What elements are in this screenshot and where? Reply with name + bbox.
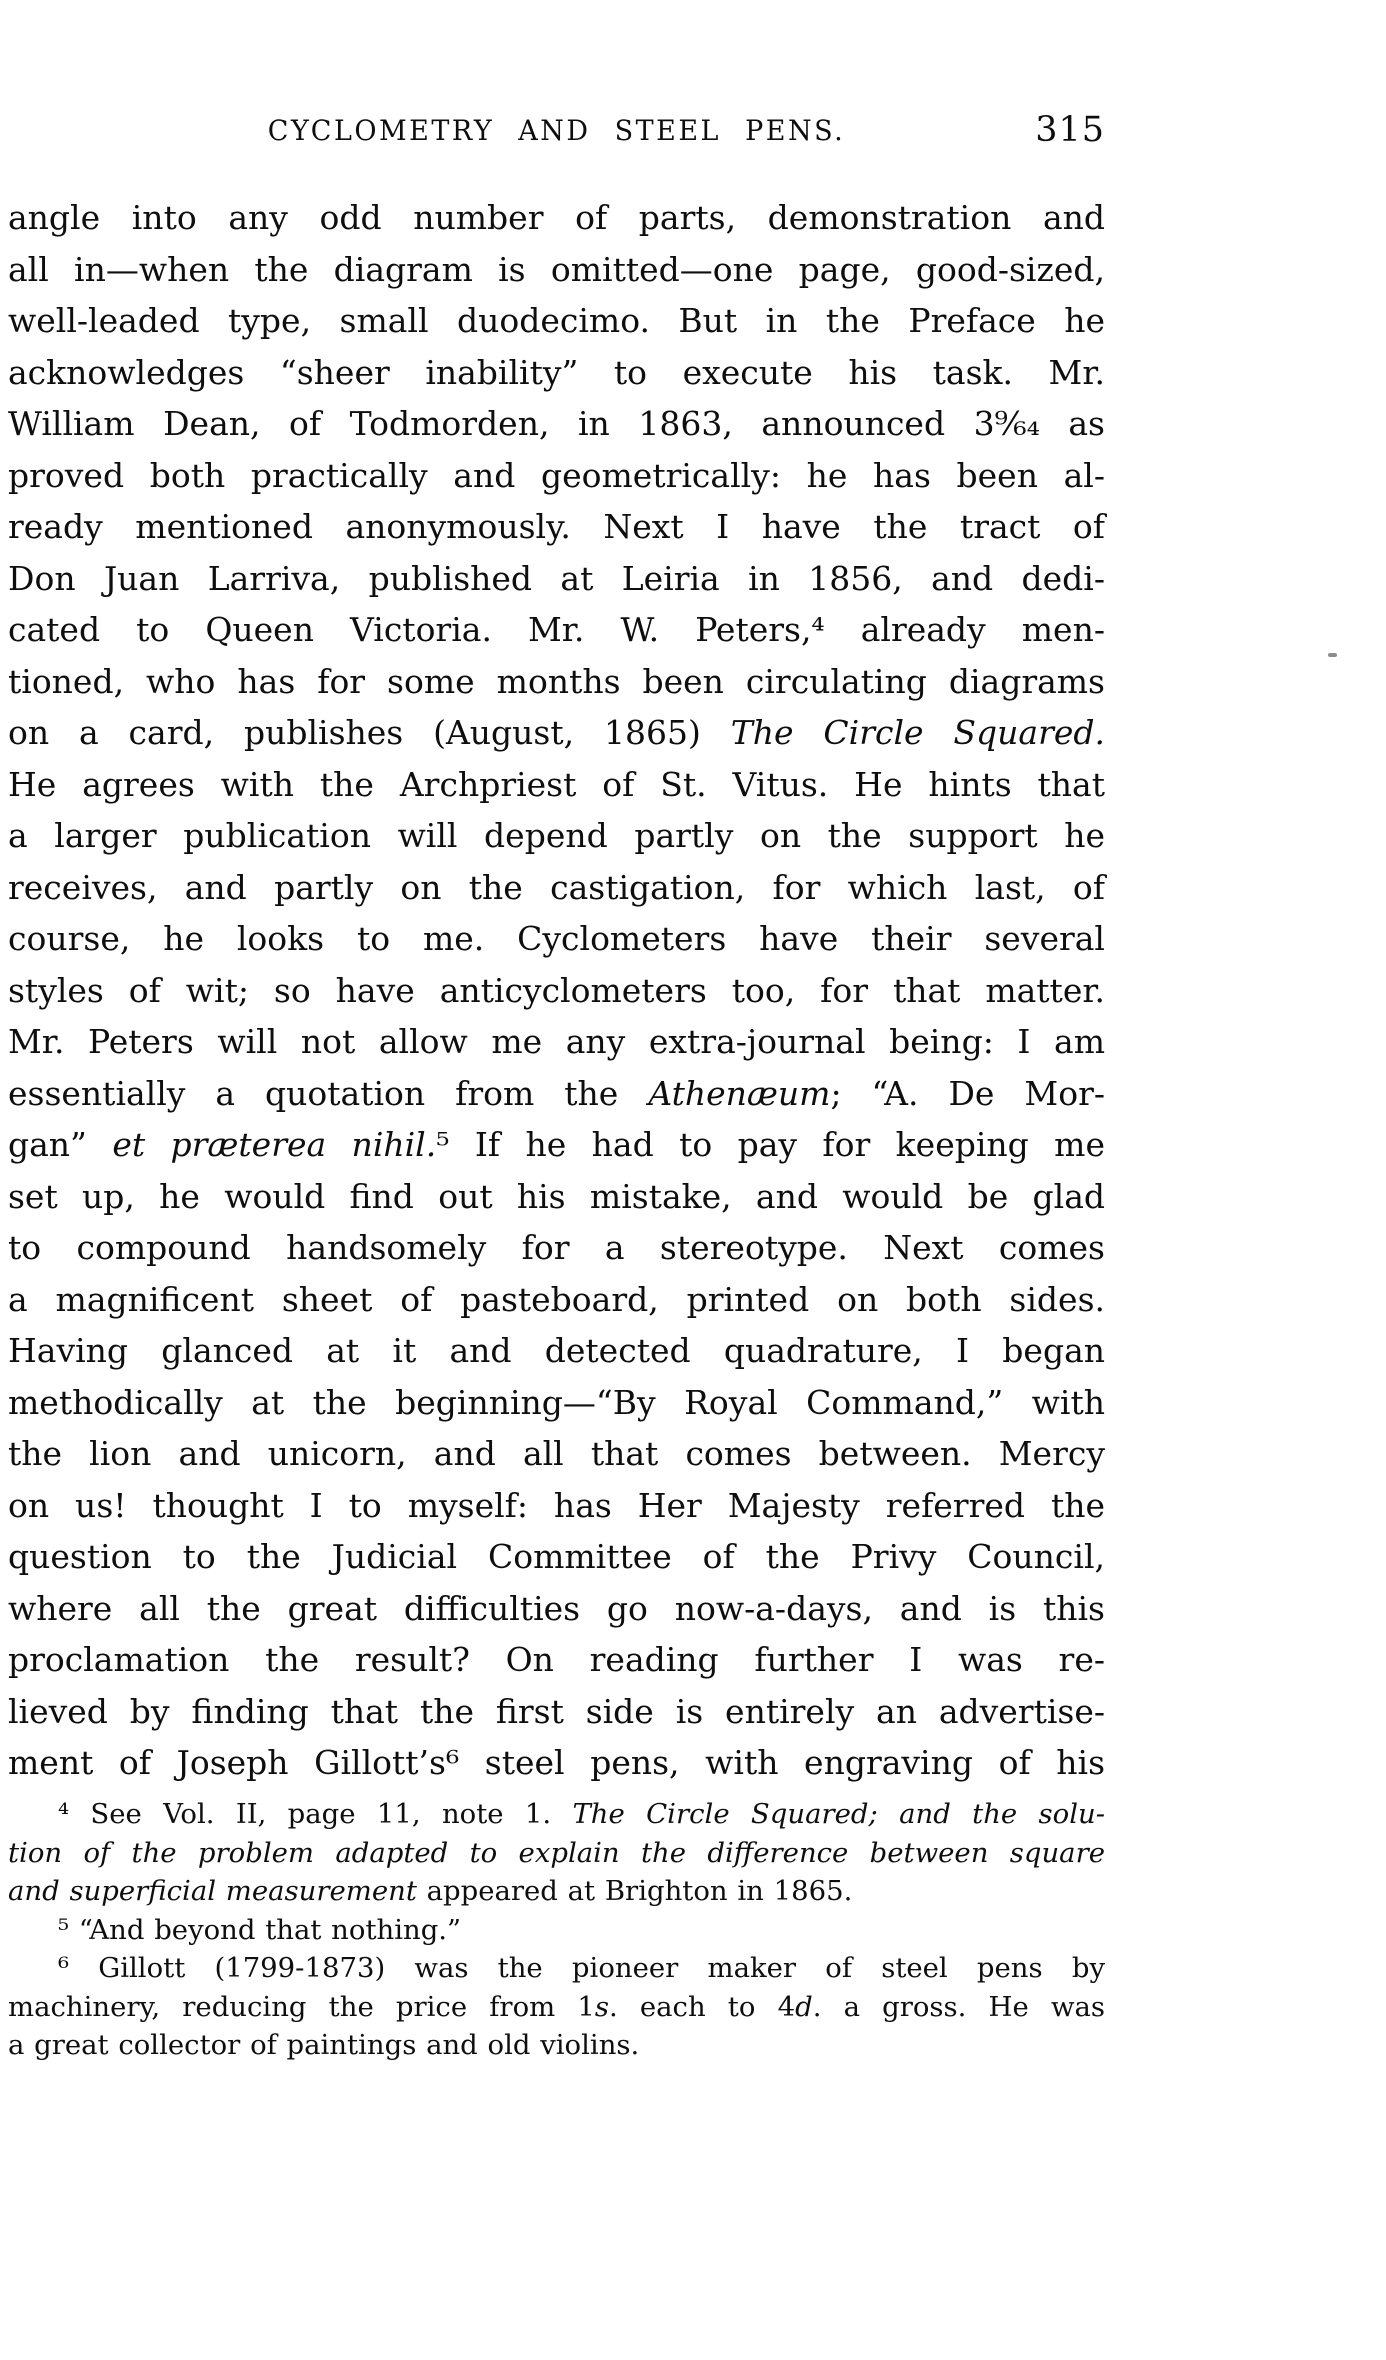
text-run: . each to 4 [608,1990,796,2023]
text-run: Athenæum [648,1073,831,1113]
body-line [8,192,1105,244]
body-line [8,398,1105,450]
body-line [8,553,1105,605]
text-run: ⁵ “And beyond that nothing.” [58,1913,462,1946]
body-line [8,862,1105,914]
body-line [8,1583,1105,1635]
body-line [8,1016,1105,1068]
body-line [8,707,1105,759]
text-run: a magnificent sheet of pasteboard, printed on both sides. [8,1279,1105,1319]
text-run: the lion and unicorn, and all that comes between. Mercy [8,1434,1105,1473]
text-run: essentially a quotation from the [8,1073,649,1113]
running-header: CYCLOMETRY AND STEEL PENS. [267,115,846,148]
footnote-line [8,1795,1105,1834]
text-run: . a gross. He was [812,1990,1106,2023]
text-run: ⁵ If he had to pay for keeping me [436,1125,1105,1164]
body-line [8,1274,1105,1326]
text-run: set up, he would find out his mistake, and would be glad [8,1176,1105,1216]
text-run: styles of wit; so have anticyclometers too, for that matter. [8,970,1105,1010]
body-line [8,1119,1105,1171]
text-run: ment of Joseph Gillott’s⁶ steel pens, with engraving of his [8,1743,1105,1782]
text-run: all in—when the diagram is omitted—one page, good-sized, [8,249,1105,289]
text-run: methodically at the beginning—“By Royal Command,” with [8,1382,1105,1422]
text-run: on a card, publishes (August, 1865) [8,713,731,752]
body-line [8,244,1105,296]
text-run: The Circle Squared. [730,713,1105,752]
body-line [8,295,1105,347]
body-line [8,913,1105,965]
footnote-line [8,2026,1105,2065]
text-run: angle into any odd number of parts, demonstration and [8,198,1105,237]
footnote-line [8,1834,1105,1873]
footnotes [8,1795,1105,2065]
body-line [8,501,1105,553]
text-run: ready mentioned anonymously. Next I have the tract of [8,507,1105,546]
body-line [8,1737,1105,1789]
body-line [8,656,1105,708]
text-run: course, he looks to me. Cyclometers have their several [8,919,1105,958]
text-run: a larger publication will depend partly on the support he [8,816,1105,855]
footnote-line [8,1872,1105,1911]
text-run: ⁴ See Vol. II, page 11, note 1. [58,1798,573,1830]
page-header [8,110,1105,162]
text-run: cated to Queen Victoria. Mr. W. Peters,⁴ already men- [8,610,1105,649]
text-run: The Circle Squared; and the solu- [572,1798,1105,1830]
text-run: Mr. Peters will not allow me any extra-journal being: I am [8,1022,1105,1061]
text-run: proved both practically and geometrically: he has been al- [8,455,1105,495]
text-run: well-leaded type, small duodecimo. But in the Preface he [8,301,1105,340]
text-run: question to the Judicial Committee of the Privy Council, [8,1537,1105,1576]
text-run: proclamation the result? On reading further I was re- [8,1640,1105,1679]
body-line [8,1634,1105,1686]
text-run: receives, and partly on the castigation, for which last, of [8,867,1105,907]
text-run: tion of the problem adapted to explain the difference between square [8,1836,1105,1869]
body-line [8,1377,1105,1429]
scan-speck [1328,653,1337,657]
page-body [8,192,1105,1789]
page-number: 315 [1035,110,1105,150]
body-line [8,1428,1105,1480]
text-run: ; “A. De Mor- [830,1073,1105,1113]
body-line [8,604,1105,656]
body-line [8,1171,1105,1223]
body-line [8,759,1105,811]
text-run: Don Juan Larriva, published at Leiria in 1856, and dedi- [8,558,1105,598]
body-line [8,1222,1105,1274]
text-run: acknowledges “sheer inability” to execute his task. Mr. [8,352,1105,392]
text-run: a great collector of paintings and old violins. [8,2029,640,2061]
text-run: William Dean, of Todmorden, in 1863, announced 3⁹⁄₆₄ as [8,404,1105,443]
text-run: Having glanced at it and detected quadrature, I began [8,1331,1105,1370]
body-line [8,1068,1105,1120]
text-run: ⁶ Gillott (1799-1873) was the pioneer maker of steel pens by [58,1952,1105,1984]
body-line [8,1686,1105,1738]
text-run: et præterea nihil. [112,1125,437,1164]
text-run: and superficial measurement [8,1875,417,1907]
text-run: s [594,1990,609,2023]
body-line [8,347,1105,399]
footnote-line [8,1949,1105,1988]
text-run: lieved by finding that the first side is entirely an advertise- [8,1691,1105,1731]
text-run: on us! thought I to myself: has Her Majesty referred the [8,1485,1105,1525]
footnote-line [8,1911,1105,1950]
text-run: tioned, who has for some months been circulating diagrams [8,661,1105,701]
body-line [8,1480,1105,1532]
body-line [8,450,1105,502]
body-line [8,1531,1105,1583]
body-line [8,810,1105,862]
text-run: where all the great difficulties go now-a-days, and is this [8,1588,1105,1628]
text-run: gan” [8,1125,113,1164]
body-line [8,1325,1105,1377]
text-run: machinery, reducing the price from 1 [8,1990,595,2023]
text-run: appeared at Brighton in 1865. [416,1875,853,1907]
text-run: He agrees with the Archpriest of St. Vitus. He hints that [8,764,1105,804]
text-run: d [795,1990,813,2023]
footnote-line [8,1988,1105,2027]
body-line [8,965,1105,1017]
text-run: to compound handsomely for a stereotype. Next comes [8,1228,1105,1267]
